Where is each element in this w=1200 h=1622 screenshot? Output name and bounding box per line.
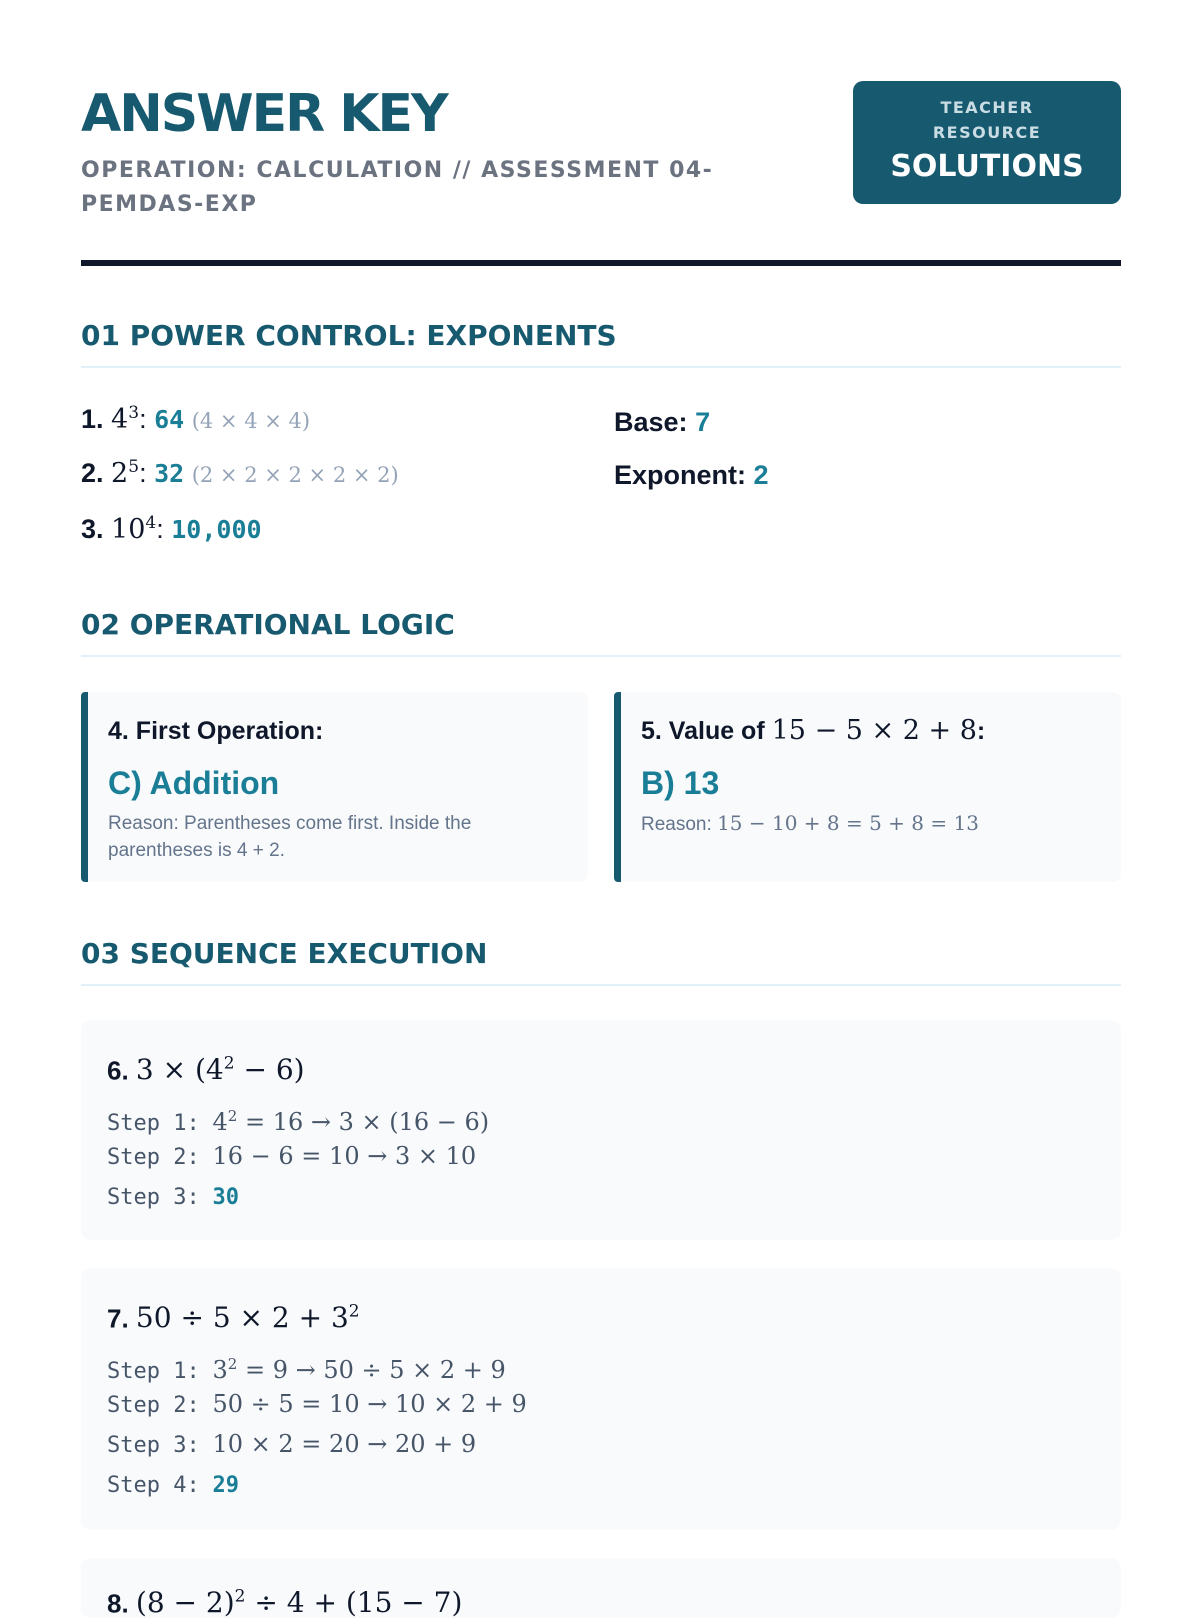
- answer-card-5: [614, 692, 1121, 882]
- question-label: 4. First Operation:: [108, 717, 324, 745]
- question-expression: $10^4$: [111, 513, 157, 545]
- answer-work: (4 × 4 × 4): [191, 409, 311, 433]
- exponent-label: Exponent:: [614, 460, 746, 490]
- answer-reason: Reason: 15 − 10 + 8 = 5 + 8 = 13: [641, 811, 979, 835]
- question-expression: $4^3$: [111, 403, 140, 435]
- exponent-answer-2: 2. $2^5$: 32 (2 × 2 × 2 × 2 × 2): [81, 457, 399, 489]
- step-row: Step 2: 50 ÷ 5 = 10 → 10 × 2 + 9: [107, 1390, 527, 1418]
- answer-key-page: [81, 0, 1121, 1620]
- answer-value: 32: [154, 459, 185, 488]
- answer-value: 64: [154, 405, 185, 434]
- sequence-card-7: [81, 1268, 1121, 1530]
- exponent-value: 2: [753, 460, 769, 490]
- base-label: Base:: [614, 407, 688, 437]
- header: [81, 0, 1121, 264]
- base-answer: [614, 404, 710, 440]
- answer-value: B) 13: [641, 765, 720, 801]
- step-row: Step 1: $4^2 = 16 \to 3 \times (16 - 6)$: [107, 1107, 490, 1136]
- section-title-logic: 02 OPERATIONAL LOGIC: [81, 607, 1121, 657]
- exponent-answer: [614, 457, 769, 493]
- header-divider: [81, 260, 1121, 266]
- base-value: 7: [695, 407, 711, 437]
- question-number: 1.: [81, 404, 104, 434]
- badge-label: SOLUTIONS: [890, 149, 1084, 184]
- final-answer: 29: [212, 1473, 239, 1498]
- answer-reason: Reason: Parentheses come first. Inside the parentheses is 4 + 2.: [108, 813, 472, 861]
- sequence-card-8: [81, 1558, 1121, 1618]
- step-row: Step 1: $3^2 = 9 \to 50 \div 5 \times 2 + 9$: [107, 1355, 506, 1384]
- question-number: 3.: [81, 514, 104, 544]
- question-number: 2.: [81, 458, 104, 488]
- step-row: Step 4: 29: [107, 1473, 239, 1498]
- question-expression: $2^5$: [111, 457, 140, 489]
- question-label: 5. Value of 15 − 5 × 2 + 8:: [641, 715, 986, 746]
- question-expression: 8. $(8 - 2)^2 \div 4 + (15 - 7)$: [107, 1586, 463, 1620]
- exponent-answer-3: 3. $10^4$: 10,000: [81, 513, 262, 545]
- final-answer: 30: [212, 1185, 239, 1210]
- page-subtitle: OPERATION: CALCULATION // ASSESSMENT 04-PEMDAS-EXP: [81, 158, 714, 217]
- section-title-sequence: 03 SEQUENCE EXECUTION: [81, 936, 1121, 986]
- exponent-answer-1: 1. $4^3$: 64 (4 × 4 × 4): [81, 403, 311, 435]
- solutions-badge: [853, 81, 1121, 204]
- page-title: ANSWER KEY: [81, 84, 447, 144]
- answer-value: C) Addition: [108, 765, 280, 801]
- answer-value: 10,000: [171, 515, 262, 544]
- section-title-exponents: 01 POWER CONTROL: EXPONENTS: [81, 318, 1121, 368]
- answer-card-4: [81, 692, 588, 882]
- step-row: Step 2: 16 − 6 = 10 → 3 × 10: [107, 1142, 477, 1170]
- badge-kicker: TEACHER RESOURCE: [932, 98, 1042, 142]
- question-expression: 6. $3 \times (4^2 - 6)$: [107, 1053, 305, 1087]
- step-row: Step 3: 10 × 2 = 20 → 20 + 9: [107, 1430, 477, 1458]
- question-expression: 7. $50 \div 5 \times 2 + 3^2$: [107, 1301, 360, 1335]
- step-row: Step 3: 30: [107, 1185, 239, 1210]
- sequence-card-6: [81, 1020, 1121, 1240]
- answer-work: (2 × 2 × 2 × 2 × 2): [191, 463, 399, 487]
